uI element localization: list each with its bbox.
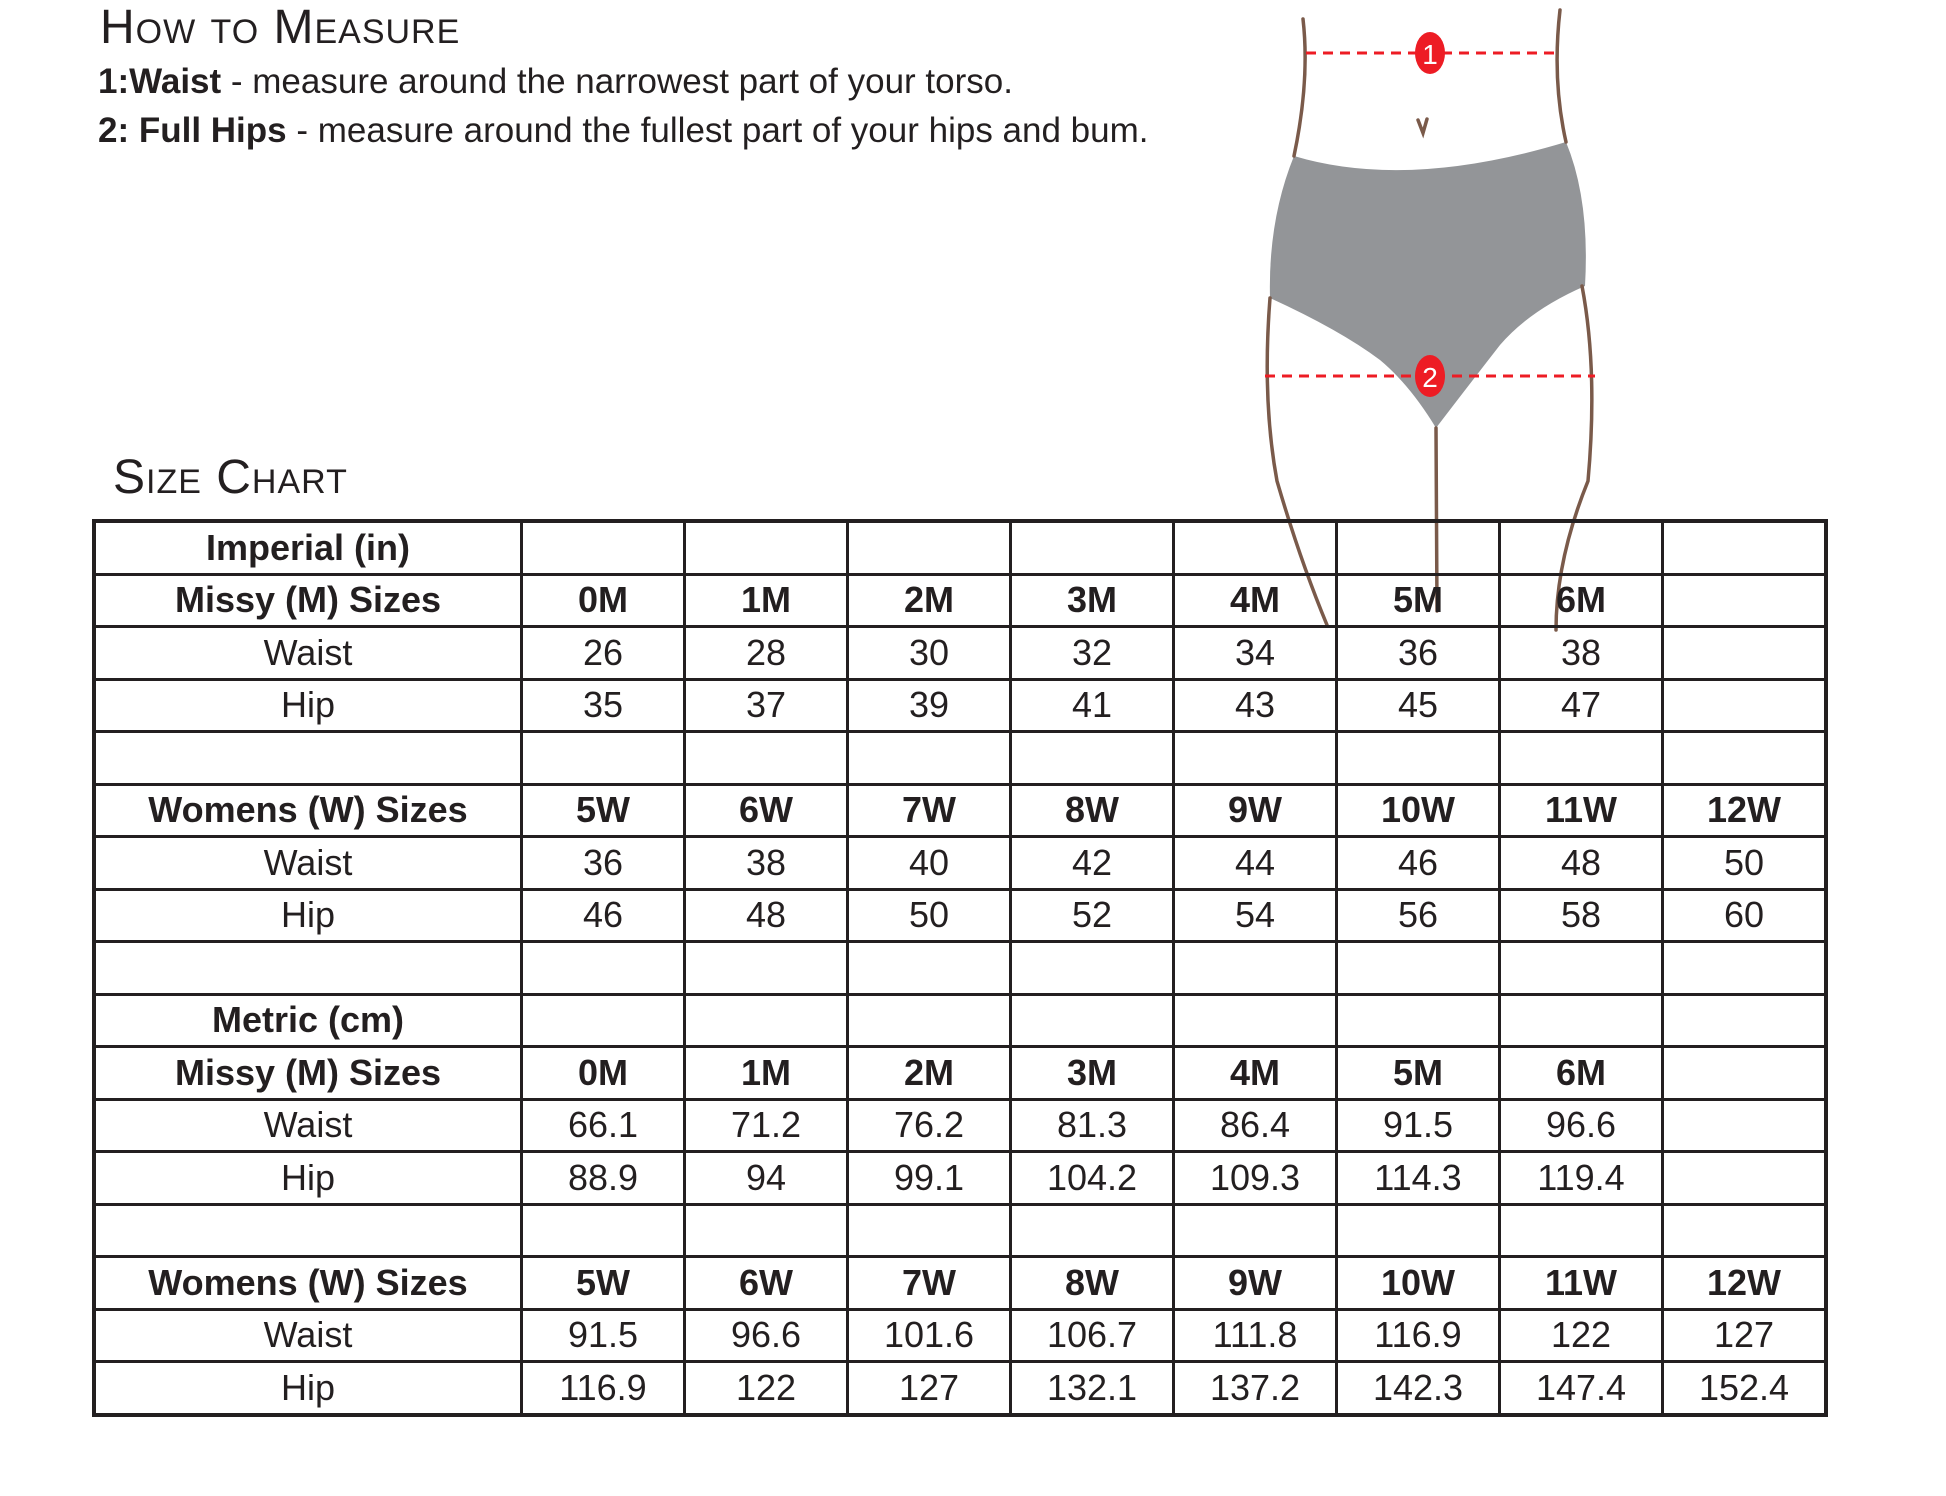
row-label-cell	[94, 732, 522, 785]
row-label-cell: Hip	[94, 889, 522, 942]
table-cell	[1337, 521, 1500, 574]
table-cell: 5M	[1337, 1047, 1500, 1100]
table-cell: 42	[1011, 837, 1174, 890]
table-cell: 35	[522, 679, 685, 732]
table-cell	[1663, 1099, 1827, 1152]
table-cell: 147.4	[1500, 1362, 1663, 1415]
table-cell: 37	[685, 679, 848, 732]
table-cell	[1663, 627, 1827, 680]
table-cell	[1174, 521, 1337, 574]
row-label-cell: Hip	[94, 1362, 522, 1415]
table-cell: 50	[848, 889, 1011, 942]
row-label-cell	[94, 942, 522, 995]
table-cell: 7W	[848, 784, 1011, 837]
table-cell	[1337, 1204, 1500, 1257]
table-cell	[522, 994, 685, 1047]
table-cell	[1500, 732, 1663, 785]
table-row	[94, 1309, 1826, 1362]
table-row	[94, 679, 1826, 732]
table-cell	[1337, 942, 1500, 995]
table-cell: 47	[1500, 679, 1663, 732]
how-to-measure-title: How to Measure	[100, 1, 461, 54]
navel-mark	[1418, 119, 1427, 133]
table-cell	[1174, 1204, 1337, 1257]
table-cell: 45	[1337, 679, 1500, 732]
table-cell: 46	[522, 889, 685, 942]
table-cell: 5M	[1337, 574, 1500, 627]
table-cell	[522, 942, 685, 995]
table-cell	[1500, 1204, 1663, 1257]
table-cell: 34	[1174, 627, 1337, 680]
table-cell	[1011, 994, 1174, 1047]
table-cell	[522, 732, 685, 785]
table-cell: 2M	[848, 574, 1011, 627]
table-cell: 2M	[848, 1047, 1011, 1100]
table-cell: 44	[1174, 837, 1337, 890]
table-cell	[1500, 521, 1663, 574]
table-cell	[685, 1204, 848, 1257]
table-cell	[1500, 942, 1663, 995]
table-cell: 94	[685, 1152, 848, 1205]
table-cell: 54	[1174, 889, 1337, 942]
table-cell: 30	[848, 627, 1011, 680]
row-label-cell: Waist	[94, 627, 522, 680]
table-cell: 8W	[1011, 1257, 1174, 1310]
table-cell: 36	[1337, 627, 1500, 680]
table-cell	[1337, 732, 1500, 785]
table-row	[94, 994, 1826, 1047]
row-label-cell: Waist	[94, 837, 522, 890]
table-cell: 12W	[1663, 784, 1827, 837]
table-cell	[1663, 994, 1827, 1047]
waist-text: - measure around the narrowest part of your torso.	[221, 62, 1013, 101]
table-cell: 99.1	[848, 1152, 1011, 1205]
table-row	[94, 942, 1826, 995]
table-cell	[1663, 521, 1827, 574]
row-label-cell: Womens (W) Sizes	[94, 1257, 522, 1310]
table-cell: 36	[522, 837, 685, 890]
table-row	[94, 1204, 1826, 1257]
table-row	[94, 784, 1826, 837]
row-label-cell: Waist	[94, 1309, 522, 1362]
table-cell: 132.1	[1011, 1362, 1174, 1415]
table-cell: 96.6	[685, 1309, 848, 1362]
table-cell	[1500, 994, 1663, 1047]
table-cell: 0M	[522, 574, 685, 627]
table-cell	[522, 1204, 685, 1257]
table-cell	[1337, 994, 1500, 1047]
table-cell: 109.3	[1174, 1152, 1337, 1205]
table-cell: 11W	[1500, 784, 1663, 837]
table-cell: 43	[1174, 679, 1337, 732]
table-row	[94, 1257, 1826, 1310]
table-cell: 32	[1011, 627, 1174, 680]
table-cell: 5W	[522, 784, 685, 837]
table-cell	[1011, 521, 1174, 574]
table-cell: 41	[1011, 679, 1174, 732]
marker-2-label: 2	[1422, 362, 1438, 393]
table-cell: 0M	[522, 1047, 685, 1100]
size-chart-table	[92, 519, 1828, 1417]
table-cell: 60	[1663, 889, 1827, 942]
table-cell: 6M	[1500, 574, 1663, 627]
table-cell	[685, 521, 848, 574]
table-cell: 39	[848, 679, 1011, 732]
table-cell: 96.6	[1500, 1099, 1663, 1152]
table-cell: 58	[1500, 889, 1663, 942]
table-cell: 76.2	[848, 1099, 1011, 1152]
size-chart-title: Size Chart	[113, 451, 348, 504]
table-cell: 116.9	[1337, 1309, 1500, 1362]
row-label-cell: Metric (cm)	[94, 994, 522, 1047]
table-cell: 152.4	[1663, 1362, 1827, 1415]
table-row	[94, 1047, 1826, 1100]
table-cell: 127	[1663, 1309, 1827, 1362]
waist-label: 1:Waist	[98, 62, 222, 101]
row-label-cell: Missy (M) Sizes	[94, 574, 522, 627]
table-cell	[1174, 942, 1337, 995]
table-cell: 106.7	[1011, 1309, 1174, 1362]
table-cell: 38	[1500, 627, 1663, 680]
table-cell	[522, 521, 685, 574]
table-cell: 1M	[685, 1047, 848, 1100]
table-cell: 9W	[1174, 784, 1337, 837]
table-cell: 48	[1500, 837, 1663, 890]
row-label-cell: Hip	[94, 679, 522, 732]
table-cell	[1663, 574, 1827, 627]
table-row	[94, 837, 1826, 890]
table-cell: 86.4	[1174, 1099, 1337, 1152]
table-cell: 119.4	[1500, 1152, 1663, 1205]
row-label-cell	[94, 1204, 522, 1257]
table-cell: 91.5	[1337, 1099, 1500, 1152]
table-cell: 3M	[1011, 574, 1174, 627]
table-row	[94, 627, 1826, 680]
hips-text: - measure around the fullest part of your hips and bum.	[286, 111, 1149, 150]
table-cell	[685, 994, 848, 1047]
table-cell: 137.2	[1174, 1362, 1337, 1415]
table-cell: 8W	[1011, 784, 1174, 837]
row-label-cell: Waist	[94, 1099, 522, 1152]
table-cell: 4M	[1174, 1047, 1337, 1100]
table-cell: 26	[522, 627, 685, 680]
table-row	[94, 1362, 1826, 1415]
table-cell	[848, 1204, 1011, 1257]
table-cell: 88.9	[522, 1152, 685, 1205]
table-cell: 101.6	[848, 1309, 1011, 1362]
table-cell: 50	[1663, 837, 1827, 890]
table-cell: 4M	[1174, 574, 1337, 627]
table-row	[94, 574, 1826, 627]
table-cell: 6M	[1500, 1047, 1663, 1100]
row-label-cell: Imperial (in)	[94, 521, 522, 574]
table-cell: 12W	[1663, 1257, 1827, 1310]
table-cell: 1M	[685, 574, 848, 627]
table-cell: 66.1	[522, 1099, 685, 1152]
row-label-cell: Womens (W) Sizes	[94, 784, 522, 837]
table-cell	[848, 942, 1011, 995]
table-cell: 122	[685, 1362, 848, 1415]
table-cell: 142.3	[1337, 1362, 1500, 1415]
table-cell: 122	[1500, 1309, 1663, 1362]
table-cell: 6W	[685, 1257, 848, 1310]
right-waist-outline	[1557, 10, 1566, 142]
table-cell: 10W	[1337, 784, 1500, 837]
table-cell	[1663, 679, 1827, 732]
table-row	[94, 732, 1826, 785]
table-cell: 81.3	[1011, 1099, 1174, 1152]
table-cell: 48	[685, 889, 848, 942]
table-cell: 104.2	[1011, 1152, 1174, 1205]
table-cell: 7W	[848, 1257, 1011, 1310]
table-cell	[1011, 732, 1174, 785]
table-cell: 116.9	[522, 1362, 685, 1415]
table-cell: 10W	[1337, 1257, 1500, 1310]
table-cell: 11W	[1500, 1257, 1663, 1310]
table-cell: 114.3	[1337, 1152, 1500, 1205]
table-cell	[848, 732, 1011, 785]
table-cell: 28	[685, 627, 848, 680]
row-label-cell: Missy (M) Sizes	[94, 1047, 522, 1100]
table-cell	[1174, 994, 1337, 1047]
table-cell	[1663, 1204, 1827, 1257]
table-cell: 111.8	[1174, 1309, 1337, 1362]
table-cell: 46	[1337, 837, 1500, 890]
table-cell: 56	[1337, 889, 1500, 942]
table-cell	[1011, 1204, 1174, 1257]
table-cell: 38	[685, 837, 848, 890]
table-cell	[1663, 1152, 1827, 1205]
hips-label: 2: Full Hips	[98, 111, 287, 150]
table-cell	[848, 994, 1011, 1047]
table-row	[94, 521, 1826, 574]
table-cell	[1174, 732, 1337, 785]
table-cell: 127	[848, 1362, 1011, 1415]
table-cell: 40	[848, 837, 1011, 890]
table-cell	[848, 521, 1011, 574]
table-cell	[1663, 1047, 1827, 1100]
table-cell: 71.2	[685, 1099, 848, 1152]
row-label-cell: Hip	[94, 1152, 522, 1205]
table-cell: 91.5	[522, 1309, 685, 1362]
marker-1-label: 1	[1422, 39, 1438, 70]
table-cell	[1663, 732, 1827, 785]
table-cell	[685, 732, 848, 785]
table-cell: 52	[1011, 889, 1174, 942]
table-cell: 3M	[1011, 1047, 1174, 1100]
table-cell	[685, 942, 848, 995]
table-row	[94, 1152, 1826, 1205]
table-row	[94, 1099, 1826, 1152]
left-waist-outline	[1294, 19, 1305, 156]
table-cell: 6W	[685, 784, 848, 837]
table-cell	[1663, 942, 1827, 995]
table-cell	[1011, 942, 1174, 995]
table-cell: 5W	[522, 1257, 685, 1310]
table-cell: 9W	[1174, 1257, 1337, 1310]
table-row	[94, 889, 1826, 942]
